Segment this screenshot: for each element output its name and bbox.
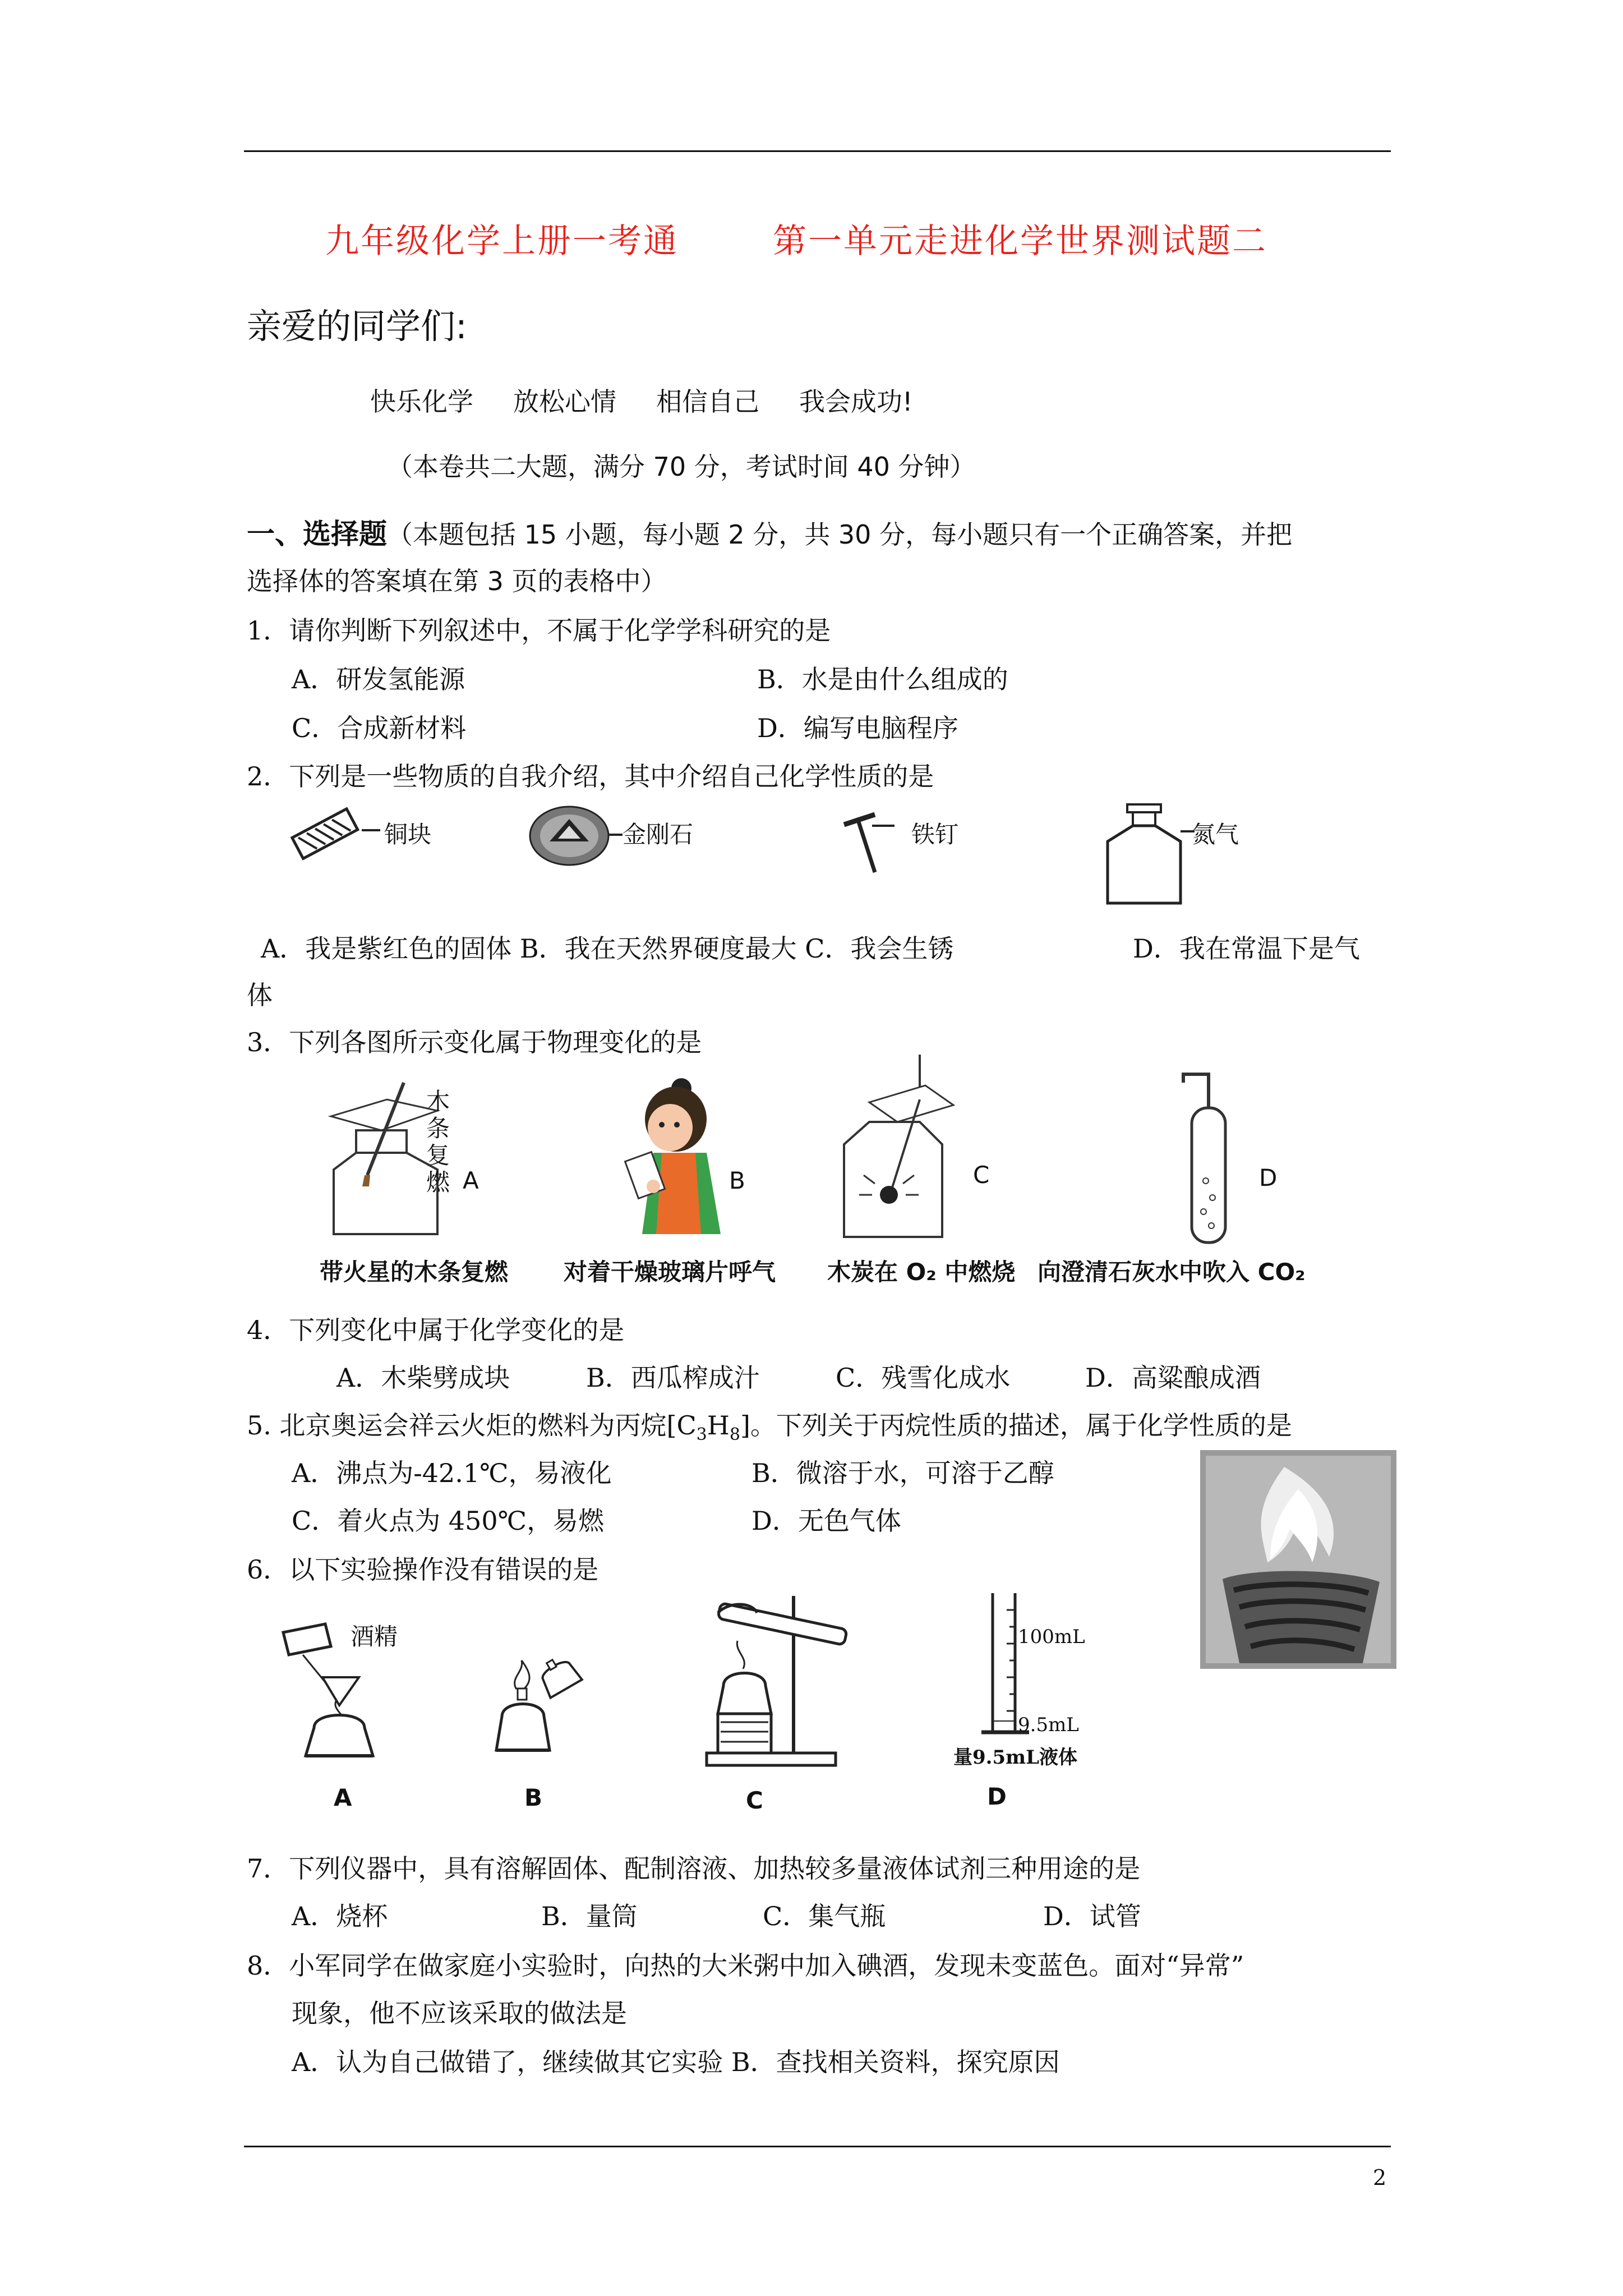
q6-figure-c-iron-stand	[695, 1585, 864, 1770]
q5-option-a: A．沸点为-42.1℃，易液化	[292, 1458, 612, 1488]
q3-side-label-4: 燃	[426, 1168, 450, 1196]
q7-stem: 7．下列仪器中，具有溶解固体、配制溶液、加热较多量液体试剂三种用途的是	[247, 1853, 1141, 1884]
q6-alcohol-label: 酒精	[351, 1623, 398, 1650]
q7-option-b: B．量筒	[541, 1901, 638, 1931]
q5-stem-pre: 5. 北京奥运会祥云火炬的燃料为丙烷[C	[247, 1410, 697, 1441]
q3-side-label-2: 条	[426, 1115, 450, 1142]
nitrogen-bottle-figure	[1102, 802, 1197, 909]
q6-cylinder-mark-label: 9.5mL	[1018, 1714, 1079, 1736]
q4-option-c: C．残雪化成水	[836, 1363, 1011, 1393]
q2-label-copper: 铜块	[384, 821, 432, 848]
q3-letter-b: B	[729, 1167, 745, 1194]
slogan-3: 相信自己	[656, 386, 759, 417]
q5-stem	[247, 1405, 1292, 1444]
section-heading-line	[247, 512, 1292, 552]
q7-option-a: A．烧杯	[292, 1901, 388, 1931]
q6-letter-d: D	[987, 1783, 1007, 1810]
q1-option-a: A．研发氢能源	[292, 664, 465, 694]
q4-option-a: A．木柴劈成块	[336, 1363, 510, 1393]
q3-side-label-3: 复	[426, 1142, 450, 1169]
section-instructions: （本题包括 15 小题，每小题 2 分，共 30 分，每小题只有一个正确答案，并把	[387, 519, 1293, 550]
q1-stem: 1．请你判断下列叙述中，不属于化学学科研究的是	[247, 615, 831, 646]
q2-label-iron: 铁钉	[911, 821, 959, 848]
q3-figure-b-girl	[608, 1071, 754, 1240]
q3-figure-c-charcoal	[830, 1055, 976, 1245]
q3-caption-d: 向澄清石灰水中吹入 CO₂	[1038, 1258, 1306, 1286]
q5-stem-post: ]。下列关于丙烷性质的描述，属于化学性质的是	[740, 1410, 1292, 1441]
q4-option-d: D．高粱酿成酒	[1085, 1363, 1261, 1393]
header-rule	[244, 150, 1391, 152]
q6-letter-b: B	[524, 1784, 543, 1811]
q3-caption-b: 对着干燥玻璃片呼气	[564, 1258, 776, 1286]
footer-rule	[244, 2146, 1391, 2147]
q3-side-label-1: 木	[426, 1088, 450, 1115]
q6-cylinder-caption: 量9.5mL液体	[953, 1746, 1078, 1769]
q2-stem: 2．下列是一些物质的自我介绍，其中介绍自己化学性质的是	[247, 761, 934, 792]
q3-letter-c: C	[973, 1161, 990, 1189]
q3-figure-d-test-tube	[1166, 1069, 1245, 1248]
page-title-left: 九年级化学上册一考通	[325, 222, 679, 261]
q3-caption-c: 木炭在 O₂ 中燃烧	[827, 1258, 1016, 1286]
q7-option-d: D．试管	[1043, 1901, 1141, 1931]
q2-label-diamond: 金刚石	[623, 821, 694, 848]
slogan-1: 快乐化学	[370, 386, 473, 417]
q5-stem-h: H	[707, 1410, 730, 1441]
q7-option-c: C．集气瓶	[763, 1901, 886, 1931]
exam-info: （本卷共二大题，满分 70 分，考试时间 40 分钟）	[387, 452, 976, 482]
q6-letter-a: A	[334, 1784, 352, 1811]
q3-stem: 3．下列各图所示变化属于物理变化的是	[247, 1027, 702, 1057]
torch-flame-image	[1200, 1450, 1396, 1669]
q3-letter-d: D	[1259, 1164, 1278, 1191]
q4-option-b: B．西瓜榨成汁	[586, 1363, 760, 1393]
q8-options: A．认为自己做错了，继续做其它实验 B．查找相关资料，探究原因	[292, 2047, 1060, 2077]
q8-stem-2: 现象，他不应该采取的做法是	[292, 1998, 627, 2028]
page-title-right: 第一单元走进化学世界测试题二	[773, 222, 1267, 261]
q2-option-d-wrap: 体	[247, 980, 273, 1010]
q3-figure-a-wood-splint	[325, 1077, 494, 1245]
q5-option-b: B．微溶于水，可溶于乙醇	[751, 1458, 1054, 1488]
q6-stem: 6．以下实验操作没有错误的是	[247, 1554, 599, 1585]
q5-sub-8: 8	[729, 1425, 740, 1445]
q6-letter-c: C	[746, 1787, 763, 1814]
q5-option-c: C．着火点为 450℃，易燃	[292, 1506, 605, 1536]
section-heading: 一、选择题	[247, 518, 387, 550]
greeting: 亲爱的同学们:	[247, 306, 467, 347]
page-number: 2	[1373, 2165, 1387, 2190]
q2-label-nitrogen: 氮气	[1192, 821, 1239, 848]
q1-option-b: B．水是由什么组成的	[757, 664, 1008, 694]
section-instructions-2: 选择体的答案填在第 3 页的表格中）	[247, 566, 667, 596]
q5-option-d: D．无色气体	[751, 1506, 901, 1536]
q2-options-abc: A．我是紫红色的固体 B．我在天然界硬度最大 C．我会生锈	[261, 933, 954, 964]
q1-option-c: C．合成新材料	[292, 713, 467, 743]
q1-option-d: D．编写电脑程序	[757, 713, 958, 743]
slogan-2: 放松心情	[513, 386, 616, 417]
q3-caption-a: 带火星的木条复燃	[320, 1258, 509, 1286]
q6-cylinder-top-label: 100mL	[1018, 1626, 1085, 1648]
q6-figure-b-lamps	[491, 1649, 586, 1761]
q2-option-d: D．我在常温下是气	[1133, 933, 1360, 964]
q4-stem: 4．下列变化中属于化学变化的是	[247, 1315, 625, 1345]
q3-side-label	[426, 1088, 454, 1196]
slogan-4: 我会成功!	[799, 386, 913, 417]
q8-stem-1: 8．小军同学在做家庭小实验时，向热的大米粥中加入碘酒，发现未变蓝色。面对“异常”	[247, 1950, 1244, 1981]
q3-letter-a: A	[463, 1167, 479, 1194]
q5-sub-3: 3	[696, 1425, 707, 1445]
